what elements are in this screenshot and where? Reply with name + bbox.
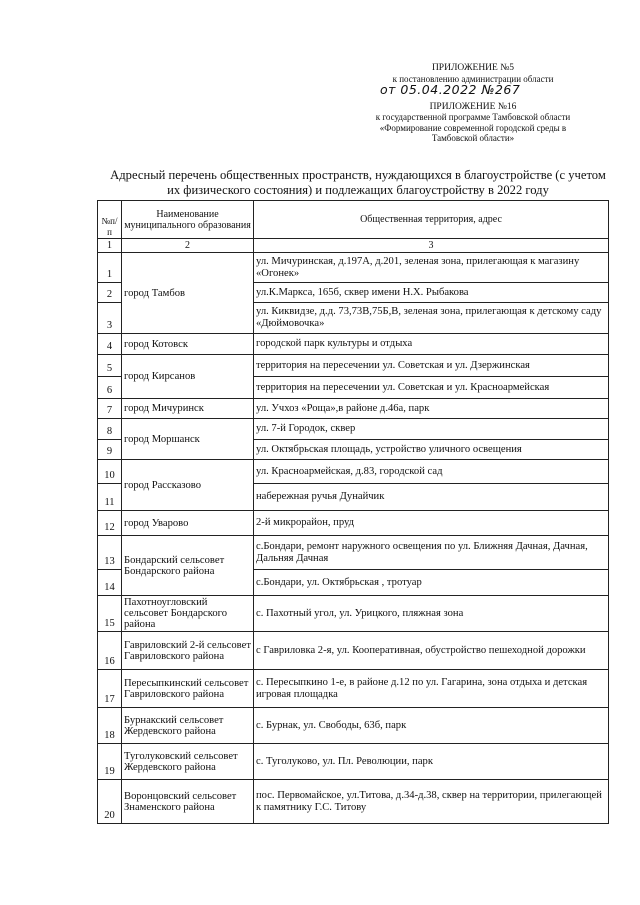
row-number: 17 — [98, 670, 122, 708]
col-municipality-header: Наименование муниципального образования — [122, 201, 254, 239]
table-row — [98, 744, 609, 780]
territory-cell: ул. Киквидзе, д.д. 73,73В,75Б,В, зеленая зона, прилегающая к детскому саду «Дюймовочка» — [254, 303, 609, 334]
municipality-cell: Воронцовский сельсовет Знаменского района — [122, 780, 254, 824]
index-cell: 3 — [254, 239, 609, 253]
program-line-1: к государственной программе Тамбовской области — [375, 112, 571, 122]
municipality-cell: город Мичуринск — [122, 399, 254, 419]
municipality-cell: Пересыпкинский сельсовет Гавриловского района — [122, 670, 254, 708]
row-number: 11 — [98, 484, 122, 511]
table-index-row — [98, 239, 609, 253]
row-number: 14 — [98, 570, 122, 596]
table-row — [98, 708, 609, 744]
program-line-3: Тамбовской области» — [431, 133, 515, 143]
municipality-cell: город Уварово — [122, 511, 254, 536]
territory-cell: с Гавриловка 2-я, ул. Кооперативная, обустройство пешеходной дорожки — [254, 632, 609, 670]
municipality-cell: город Моршанск — [122, 419, 254, 460]
territory-cell: ул. Мичуринская, д.197А, д.201, зеленая зона, прилегающая к магазину «Огонек» — [254, 253, 609, 283]
row-number: 12 — [98, 511, 122, 536]
territory-cell: с. Бурнак, ул. Свободы, 63б, парк — [254, 708, 609, 744]
territory-cell: ул.К.Маркса, 165б, сквер имени Н.Х. Рыбакова — [254, 283, 609, 303]
table-row — [98, 253, 609, 283]
table-row — [98, 780, 609, 824]
table-row — [98, 460, 609, 484]
territory-cell: с.Бондари, ремонт наружного освещения по ул. Ближняя Дачная, Дачная, Дальняя Дачная — [254, 536, 609, 570]
row-number: 9 — [98, 440, 122, 460]
resolution-label: к постановлению администрации области — [392, 73, 554, 84]
col-territory-header: Общественная территория, адрес — [254, 201, 609, 239]
municipality-cell: город Рассказово — [122, 460, 254, 511]
document-header — [360, 63, 586, 144]
handwritten-date: от 05.04.2022 №267 — [380, 82, 521, 97]
table-row — [98, 511, 609, 536]
appendix5-label: ПРИЛОЖЕНИЕ №5 — [431, 63, 515, 73]
table-header-row — [98, 201, 609, 239]
row-number: 5 — [98, 355, 122, 377]
row-number: 4 — [98, 334, 122, 355]
territory-cell: с. Пересыпкино 1-е, в районе д.12 по ул. Гагарина, зона отдыха и детская игровая площадка — [254, 670, 609, 708]
territory-cell: городской парк культуры и отдыха — [254, 334, 609, 355]
row-number: 6 — [98, 377, 122, 399]
territory-cell: набережная ручья Дунайчик — [254, 484, 609, 511]
row-number: 18 — [98, 708, 122, 744]
territory-cell: 2-й микрорайон, пруд — [254, 511, 609, 536]
table-row — [98, 419, 609, 440]
row-number: 15 — [98, 596, 122, 632]
territory-cell: ул. 7-й Городок, сквер — [254, 419, 609, 440]
row-number: 8 — [98, 419, 122, 440]
appendix16-label: ПРИЛОЖЕНИЕ №16 — [429, 101, 517, 112]
municipality-cell: Гавриловский 2-й сельсовет Гавриловского района — [122, 632, 254, 670]
territory-cell: территория на пересечении ул. Советская и ул. Красноармейская — [254, 377, 609, 399]
municipality-cell: город Кирсанов — [122, 355, 254, 399]
municipality-cell: город Котовск — [122, 334, 254, 355]
row-number: 16 — [98, 632, 122, 670]
program-line-2: «Формирование современной городской среды в — [379, 122, 567, 133]
territory-cell: с. Туголуково, ул. Пл. Революции, парк — [254, 744, 609, 780]
row-number: 1 — [98, 253, 122, 283]
table-row — [98, 355, 609, 377]
row-number: 19 — [98, 744, 122, 780]
territory-cell: с.Бондари, ул. Октябрьская , тротуар — [254, 570, 609, 596]
table-row — [98, 596, 609, 632]
table-row — [98, 334, 609, 355]
territory-cell: с. Пахотный угол, ул. Урицкого, пляжная зона — [254, 596, 609, 632]
document-title: Адресный перечень общественных пространств, нуждающихся в благоустройстве (с учетом их физического состояния) и подлежащих благоустройству в 2022 году — [110, 168, 606, 197]
row-number: 20 — [98, 780, 122, 824]
index-cell: 1 — [98, 239, 122, 253]
territory-cell: ул. Октябрьская площадь, устройство уличного освещения — [254, 440, 609, 460]
row-number: 3 — [98, 303, 122, 334]
municipality-cell: Бурнакский сельсовет Жердевского района — [122, 708, 254, 744]
col-num-header: №п/п — [98, 201, 122, 239]
table-row — [98, 536, 609, 570]
municipality-cell: город Тамбов — [122, 253, 254, 334]
index-cell: 2 — [122, 239, 254, 253]
municipality-cell: Бондарский сельсовет Бондарского района — [122, 536, 254, 596]
row-number: 7 — [98, 399, 122, 419]
row-number: 10 — [98, 460, 122, 484]
territory-cell: ул. Красноармейская, д.83, городской сад — [254, 460, 609, 484]
territory-cell: территория на пересечении ул. Советская и ул. Дзержинская — [254, 355, 609, 377]
table-row — [98, 399, 609, 419]
table-row — [98, 632, 609, 670]
municipality-cell: Пахотноугловский сельсовет Бондарского района — [122, 596, 254, 632]
row-number: 13 — [98, 536, 122, 570]
municipality-cell: Туголуковский сельсовет Жердевского района — [122, 744, 254, 780]
row-number: 2 — [98, 283, 122, 303]
table-row — [98, 670, 609, 708]
territory-table — [97, 200, 609, 824]
territory-cell: пос. Первомайское, ул.Титова, д.34-д.38, сквер на территории, прилегающей к памятнику Г.С. Титову — [254, 780, 609, 824]
territory-cell: ул. Учхоз «Роща»,в районе д.46а, парк — [254, 399, 609, 419]
